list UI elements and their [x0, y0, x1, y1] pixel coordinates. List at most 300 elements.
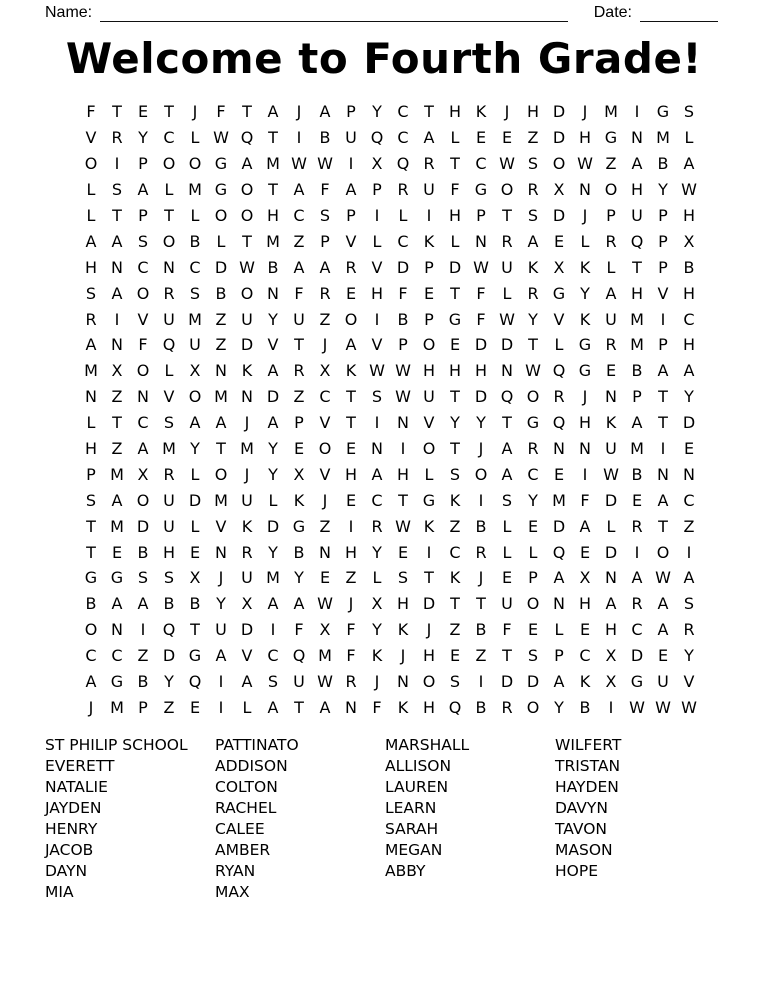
- grid-cell: H: [682, 206, 696, 225]
- grid-cell: H: [630, 180, 644, 200]
- grid-cell: J: [582, 387, 588, 407]
- grid-cell: E: [397, 542, 409, 562]
- grid-cell: Z: [449, 516, 461, 536]
- grid-cell: H: [422, 697, 436, 717]
- grid-cell: D: [266, 516, 280, 536]
- grid-cell: M: [656, 128, 670, 148]
- grid-cell: S: [449, 464, 461, 484]
- grid-cell: V: [137, 309, 149, 329]
- grid-cell: Z: [137, 646, 149, 666]
- grid-cell: H: [578, 413, 592, 433]
- grid-cell: R: [631, 516, 643, 536]
- word-item: COLTON: [215, 778, 278, 796]
- grid-cell: B: [137, 542, 149, 562]
- grid-cell: C: [189, 257, 201, 277]
- grid-cell: Q: [396, 154, 410, 174]
- grid-cell: A: [267, 413, 279, 433]
- grid-cell: N: [475, 231, 487, 251]
- grid-cell: N: [215, 361, 227, 381]
- word-item: RACHEL: [215, 799, 277, 817]
- grid-cell: P: [606, 206, 616, 225]
- grid-cell: H: [448, 102, 462, 122]
- word-column: [385, 735, 469, 882]
- grid-cell: A: [657, 361, 669, 381]
- grid-cell: R: [527, 180, 539, 200]
- grid-cell: M: [266, 154, 280, 174]
- grid-cell: Q: [552, 542, 566, 562]
- grid-cell: K: [293, 490, 305, 510]
- grid-cell: V: [371, 257, 383, 277]
- grid-cell: C: [683, 309, 695, 329]
- grid-cell: L: [372, 231, 382, 251]
- grid-cell: Z: [605, 154, 617, 174]
- grid-cell: F: [398, 283, 408, 303]
- grid-cell: U: [163, 490, 175, 510]
- grid-cell: R: [423, 154, 435, 174]
- grid-cell: G: [422, 490, 436, 510]
- grid-cell: R: [683, 620, 695, 640]
- grid-cell: I: [374, 309, 380, 329]
- grid-cell: O: [214, 464, 228, 484]
- grid-cell: J: [88, 697, 94, 717]
- grid-cell: E: [553, 464, 565, 484]
- grid-cell: L: [502, 283, 512, 303]
- grid-cell: A: [657, 594, 669, 614]
- grid-cell: K: [397, 697, 409, 717]
- grid-cell: S: [137, 231, 149, 251]
- grid-cell: A: [683, 568, 695, 588]
- grid-cell: P: [476, 206, 486, 225]
- grid-cell: K: [449, 568, 461, 588]
- grid-cell: N: [553, 594, 565, 614]
- grid-cell: A: [319, 697, 331, 717]
- grid-cell: H: [370, 283, 384, 303]
- grid-cell: W: [317, 672, 333, 692]
- grid-cell: D: [604, 490, 618, 510]
- grid-cell: E: [475, 128, 487, 148]
- grid-cell: F: [580, 490, 590, 510]
- grid-cell: C: [397, 102, 409, 122]
- grid-cell: Q: [552, 413, 566, 433]
- grid-cell: Z: [345, 568, 357, 588]
- grid-cell: A: [683, 361, 695, 381]
- grid-cell: L: [268, 490, 278, 510]
- grid-cell: D: [630, 646, 644, 666]
- grid-cell: G: [110, 568, 124, 588]
- grid-cell: B: [475, 697, 487, 717]
- grid-cell: V: [319, 413, 331, 433]
- grid-cell: R: [241, 542, 253, 562]
- grid-cell: W: [395, 387, 411, 407]
- grid-cell: Z: [293, 387, 305, 407]
- grid-cell: M: [110, 697, 124, 717]
- grid-cell: P: [138, 206, 148, 225]
- grid-cell: U: [345, 128, 357, 148]
- grid-cell: A: [293, 180, 305, 200]
- grid-cell: O: [500, 180, 514, 200]
- grid-cell: C: [267, 646, 279, 666]
- grid-cell: N: [371, 439, 383, 459]
- grid-cell: U: [423, 180, 435, 200]
- grid-cell: R: [397, 180, 409, 200]
- grid-cell: G: [188, 646, 202, 666]
- grid-cell: Q: [370, 128, 384, 148]
- grid-cell: G: [214, 154, 228, 174]
- grid-cell: D: [396, 257, 410, 277]
- grid-cell: T: [164, 206, 174, 225]
- grid-cell: B: [163, 594, 175, 614]
- grid-cell: L: [372, 568, 382, 588]
- grid-cell: P: [138, 154, 148, 174]
- grid-cell: N: [267, 283, 279, 303]
- word-item: WILFERT: [555, 736, 622, 754]
- grid-cell: C: [527, 464, 539, 484]
- grid-cell: R: [345, 257, 357, 277]
- grid-cell: T: [398, 490, 408, 510]
- grid-cell: F: [320, 180, 330, 200]
- grid-cell: K: [371, 646, 383, 666]
- grid-cell: G: [630, 672, 644, 692]
- grid-cell: U: [215, 620, 227, 640]
- grid-cell: L: [554, 335, 564, 355]
- grid-cell: Y: [190, 439, 200, 459]
- grid-cell: Z: [683, 516, 695, 536]
- word-item: MAX: [215, 883, 250, 901]
- grid-cell: I: [478, 672, 484, 692]
- grid-cell: R: [553, 387, 565, 407]
- grid-cell: I: [296, 128, 302, 148]
- grid-cell: N: [579, 439, 591, 459]
- grid-cell: L: [190, 464, 200, 484]
- grid-cell: P: [528, 568, 538, 588]
- grid-cell: W: [239, 257, 255, 277]
- word-item: JACOB: [45, 841, 94, 859]
- grid-cell: T: [450, 387, 460, 407]
- grid-cell: F: [476, 309, 486, 329]
- grid-cell: P: [632, 387, 642, 407]
- grid-cell: O: [84, 154, 98, 174]
- grid-cell: G: [474, 180, 488, 200]
- grid-cell: E: [579, 620, 591, 640]
- word-item: CALEE: [215, 820, 265, 838]
- grid-cell: J: [348, 594, 354, 614]
- grid-cell: A: [189, 413, 201, 433]
- grid-cell: O: [526, 387, 540, 407]
- grid-cell: L: [86, 180, 96, 200]
- grid-cell: B: [397, 309, 409, 329]
- grid-cell: S: [85, 490, 97, 510]
- grid-cell: P: [658, 335, 668, 355]
- grid-cell: F: [138, 335, 148, 355]
- grid-cell: I: [348, 516, 354, 536]
- grid-cell: D: [422, 594, 436, 614]
- grid-cell: N: [319, 542, 331, 562]
- grid-cell: W: [603, 464, 619, 484]
- grid-cell: R: [475, 542, 487, 562]
- grid-cell: C: [475, 154, 487, 174]
- grid-cell: L: [164, 361, 174, 381]
- grid-cell: D: [448, 257, 462, 277]
- date-label: Date:: [593, 4, 632, 21]
- grid-cell: D: [214, 257, 228, 277]
- grid-cell: R: [345, 672, 357, 692]
- grid-cell: N: [215, 542, 227, 562]
- grid-cell: Y: [450, 413, 460, 433]
- grid-cell: P: [346, 206, 356, 225]
- grid-cell: H: [448, 361, 462, 381]
- grid-cell: B: [267, 257, 279, 277]
- grid-cell: E: [345, 283, 357, 303]
- grid-cell: V: [215, 516, 227, 536]
- grid-cell: T: [528, 335, 538, 355]
- grid-cell: I: [348, 154, 354, 174]
- grid-cell: E: [345, 490, 357, 510]
- grid-cell: Y: [528, 490, 538, 510]
- grid-cell: U: [241, 490, 253, 510]
- grid-cell: T: [86, 542, 96, 562]
- grid-cell: E: [553, 231, 565, 251]
- grid-cell: K: [449, 490, 461, 510]
- grid-cell: V: [241, 646, 253, 666]
- grid-cell: V: [371, 335, 383, 355]
- grid-cell: D: [604, 542, 618, 562]
- grid-cell: N: [111, 335, 123, 355]
- grid-cell: C: [163, 128, 175, 148]
- worksheet-header: [45, 4, 718, 22]
- grid-cell: L: [684, 128, 694, 148]
- grid-cell: J: [296, 102, 302, 122]
- grid-cell: M: [266, 568, 280, 588]
- grid-cell: A: [293, 257, 305, 277]
- grid-cell: U: [423, 387, 435, 407]
- grid-cell: R: [527, 439, 539, 459]
- grid-cell: G: [604, 128, 618, 148]
- grid-cell: N: [163, 257, 175, 277]
- grid-cell: A: [111, 594, 123, 614]
- grid-cell: I: [270, 620, 276, 640]
- grid-cell: G: [292, 516, 306, 536]
- grid-cell: K: [241, 361, 253, 381]
- grid-cell: N: [605, 387, 617, 407]
- grid-cell: F: [294, 620, 304, 640]
- grid-cell: T: [112, 102, 122, 122]
- grid-cell: T: [502, 646, 512, 666]
- grid-cell: E: [189, 697, 201, 717]
- grid-cell: S: [527, 646, 539, 666]
- grid-cell: K: [241, 516, 253, 536]
- grid-cell: A: [501, 439, 513, 459]
- grid-cell: A: [85, 231, 97, 251]
- grid-cell: J: [322, 490, 328, 510]
- grid-cell: S: [501, 490, 513, 510]
- grid-cell: Q: [552, 361, 566, 381]
- grid-cell: E: [189, 542, 201, 562]
- grid-cell: D: [552, 206, 566, 225]
- grid-cell: Z: [319, 516, 331, 536]
- grid-cell: E: [683, 439, 695, 459]
- grid-cell: Y: [372, 620, 382, 640]
- grid-cell: C: [137, 257, 149, 277]
- grid-cell: S: [449, 672, 461, 692]
- grid-cell: L: [86, 413, 96, 433]
- grid-cell: U: [293, 672, 305, 692]
- grid-cell: Y: [372, 542, 382, 562]
- grid-cell: G: [552, 283, 566, 303]
- grid-cell: P: [372, 180, 382, 200]
- grid-cell: H: [630, 283, 644, 303]
- grid-cell: Z: [215, 335, 227, 355]
- grid-cell: A: [631, 568, 643, 588]
- grid-cell: D: [240, 620, 254, 640]
- grid-cell: O: [188, 154, 202, 174]
- grid-cell: O: [604, 180, 618, 200]
- grid-cell: O: [656, 542, 670, 562]
- grid-cell: H: [84, 439, 98, 459]
- grid-cell: L: [190, 516, 200, 536]
- grid-cell: X: [293, 464, 305, 484]
- grid-cell: F: [476, 283, 486, 303]
- grid-cell: V: [345, 231, 357, 251]
- grid-cell: T: [450, 283, 460, 303]
- grid-cell: I: [218, 697, 224, 717]
- grid-cell: T: [112, 206, 122, 225]
- grid-cell: F: [294, 283, 304, 303]
- grid-cell: S: [85, 283, 97, 303]
- grid-cell: A: [423, 128, 435, 148]
- grid-cell: N: [137, 387, 149, 407]
- grid-cell: U: [631, 206, 643, 225]
- grid-cell: V: [163, 387, 175, 407]
- grid-cell: R: [501, 697, 513, 717]
- grid-cell: H: [474, 361, 488, 381]
- letter-grid: [78, 99, 702, 720]
- grid-cell: Z: [215, 309, 227, 329]
- grid-cell: T: [294, 335, 304, 355]
- grid-cell: R: [85, 309, 97, 329]
- grid-cell: Q: [188, 672, 202, 692]
- word-item: MARSHALL: [385, 736, 470, 754]
- grid-cell: Y: [138, 128, 148, 148]
- grid-cell: M: [630, 335, 644, 355]
- grid-cell: E: [319, 568, 331, 588]
- grid-cell: V: [267, 335, 279, 355]
- grid-cell: R: [605, 335, 617, 355]
- grid-cell: N: [683, 464, 695, 484]
- grid-cell: U: [657, 672, 669, 692]
- grid-cell: M: [188, 309, 202, 329]
- grid-cell: Y: [372, 102, 382, 122]
- grid-cell: L: [606, 257, 616, 277]
- grid-cell: K: [579, 672, 591, 692]
- grid-cell: I: [634, 102, 640, 122]
- grid-cell: A: [85, 335, 97, 355]
- grid-cell: I: [374, 413, 380, 433]
- grid-cell: Z: [163, 697, 175, 717]
- grid-cell: E: [111, 542, 123, 562]
- grid-cell: D: [500, 672, 514, 692]
- grid-cell: W: [317, 154, 333, 174]
- grid-cell: L: [242, 697, 252, 717]
- grid-cell: R: [527, 283, 539, 303]
- grid-cell: Y: [658, 180, 668, 200]
- grid-cell: W: [655, 697, 671, 717]
- grid-cell: V: [85, 128, 97, 148]
- grid-cell: H: [396, 464, 410, 484]
- grid-cell: B: [475, 516, 487, 536]
- grid-cell: T: [632, 257, 642, 277]
- grid-cell: N: [657, 464, 669, 484]
- word-item: MIA: [45, 883, 74, 901]
- grid-cell: X: [319, 620, 331, 640]
- grid-cell: O: [136, 490, 150, 510]
- grid-cell: A: [657, 620, 669, 640]
- page-title: Welcome to Fourth Grade!: [65, 34, 703, 83]
- grid-cell: Q: [292, 646, 306, 666]
- grid-cell: E: [293, 439, 305, 459]
- grid-cell: A: [137, 594, 149, 614]
- grid-cell: R: [605, 231, 617, 251]
- grid-cell: Y: [294, 568, 304, 588]
- grid-cell: I: [114, 154, 120, 174]
- grid-cell: I: [660, 439, 666, 459]
- grid-cell: J: [426, 620, 432, 640]
- grid-cell: A: [241, 672, 253, 692]
- name-field: [45, 4, 568, 22]
- grid-cell: M: [552, 490, 566, 510]
- grid-cell: F: [450, 180, 460, 200]
- grid-cell: S: [683, 594, 695, 614]
- word-item: HAYDEN: [555, 778, 619, 796]
- grid-cell: U: [605, 309, 617, 329]
- grid-cell: H: [344, 542, 358, 562]
- grid-cell: Y: [216, 594, 226, 614]
- grid-cell: Y: [684, 387, 694, 407]
- grid-cell: L: [86, 206, 96, 225]
- grid-cell: N: [397, 672, 409, 692]
- grid-cell: R: [371, 516, 383, 536]
- grid-cell: M: [214, 490, 228, 510]
- word-item: ALLISON: [385, 757, 452, 775]
- grid-cell: X: [605, 672, 617, 692]
- grid-cell: H: [396, 594, 410, 614]
- grid-cell: E: [527, 620, 539, 640]
- grid-cell: I: [478, 490, 484, 510]
- grid-cell: S: [683, 102, 695, 122]
- grid-cell: O: [84, 620, 98, 640]
- grid-cell: X: [371, 154, 383, 174]
- grid-cell: K: [579, 309, 591, 329]
- grid-cell: Y: [580, 283, 590, 303]
- grid-cell: A: [319, 257, 331, 277]
- grid-cell: Y: [268, 542, 278, 562]
- grid-cell: G: [578, 335, 592, 355]
- grid-cell: O: [162, 231, 176, 251]
- grid-cell: E: [501, 128, 513, 148]
- grid-cell: T: [346, 413, 356, 433]
- grid-cell: M: [110, 464, 124, 484]
- grid-cell: L: [450, 231, 460, 251]
- word-item: HENRY: [45, 820, 98, 838]
- grid-cell: I: [686, 542, 692, 562]
- grid-cell: E: [657, 646, 669, 666]
- grid-cell: M: [162, 439, 176, 459]
- word-item: NATALIE: [45, 778, 108, 796]
- grid-cell: T: [112, 413, 122, 433]
- grid-cell: Z: [527, 128, 539, 148]
- grid-cell: W: [655, 568, 671, 588]
- grid-cell: V: [683, 672, 695, 692]
- grid-cell: M: [266, 231, 280, 251]
